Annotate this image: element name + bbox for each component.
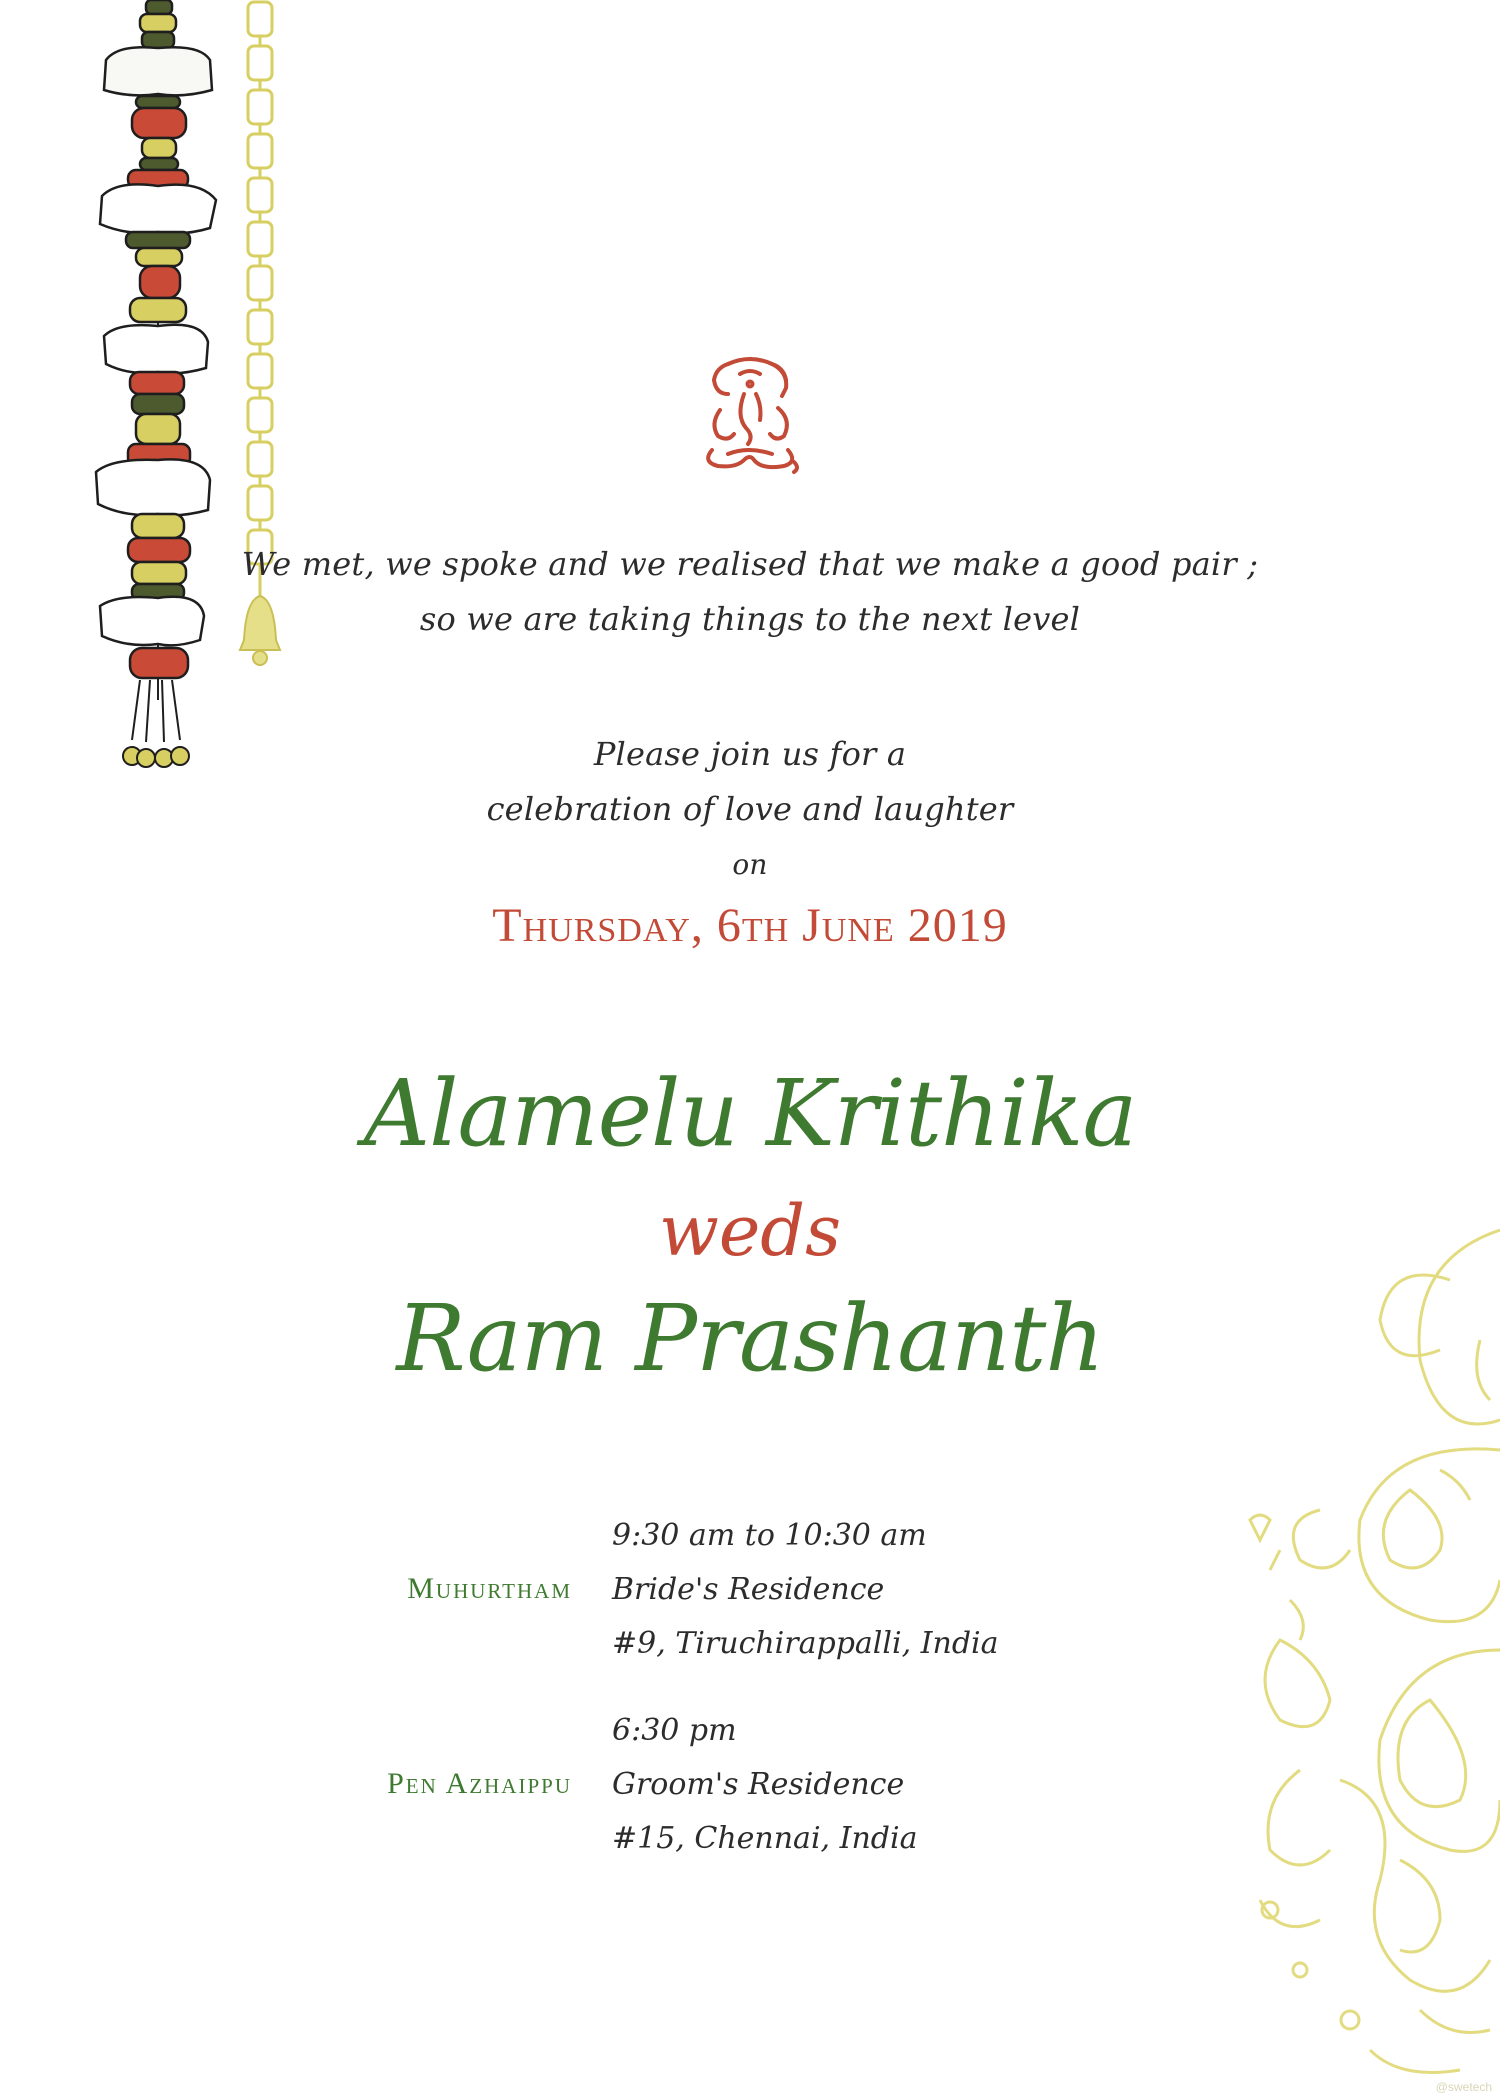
- groom-name: Ram Prashanth: [396, 1285, 1104, 1392]
- event-address: #9, Tiruchirappalli, India: [612, 1626, 999, 1661]
- join-line-2: celebration of love and laughter: [486, 790, 1014, 828]
- join-line-1: Please join us for a: [593, 735, 907, 773]
- intro-line-2: so we are taking things to the next level: [419, 600, 1081, 638]
- event-time: 6:30 pm: [612, 1713, 737, 1748]
- event-address: #15, Chennai, India: [612, 1821, 918, 1856]
- artist-credit: @swetech: [1435, 2080, 1492, 2094]
- wedding-date: Thursday, 6th June 2019: [492, 899, 1008, 952]
- weds-text: weds: [658, 1190, 842, 1272]
- event-venue: Groom's Residence: [612, 1767, 905, 1802]
- bride-name: Alamelu Krithika: [363, 1060, 1137, 1167]
- ganesha-icon: [688, 350, 812, 475]
- event-label: Muhurtham: [407, 1572, 572, 1605]
- event-venue: Bride's Residence: [612, 1572, 885, 1607]
- event-time: 9:30 am to 10:30 am: [612, 1518, 927, 1553]
- join-line-3: on: [732, 848, 768, 881]
- flower-garland-illustration: [88, 0, 228, 780]
- event-label: Pen Azhaippu: [387, 1767, 572, 1800]
- intro-line-1: We met, we spoke and we realised that we make a good pair ;: [241, 545, 1259, 583]
